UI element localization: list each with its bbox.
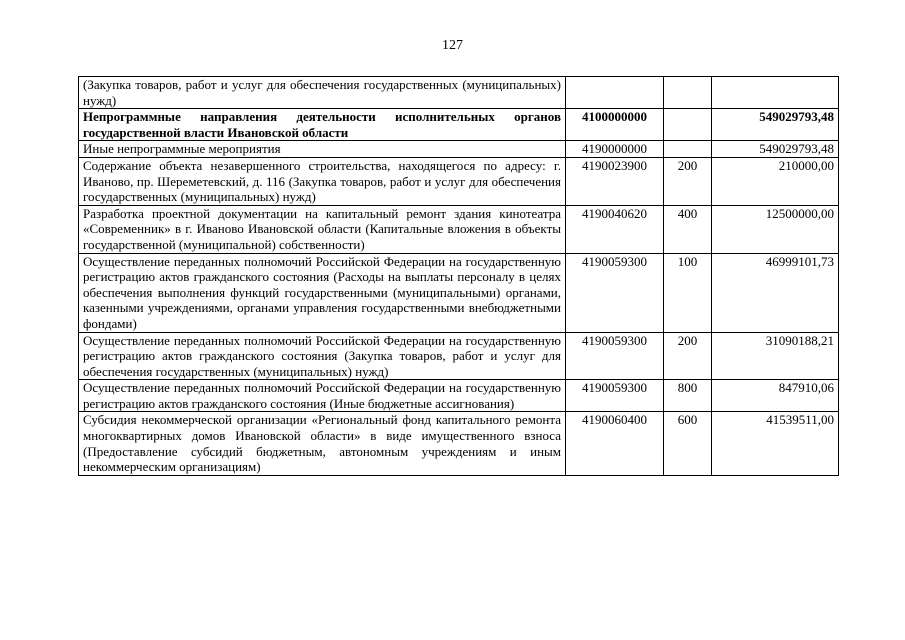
budget-table <box>78 76 839 476</box>
row-amount: 549029793,48 <box>712 141 839 158</box>
row-description: Разработка проектной документации на капитальный ремонт здания кинотеатра «Современник» в г. Иваново Ивановской области (Капитальные вложения в объекты государственной (муниципальной) собственности) <box>79 205 566 253</box>
row-amount: 549029793,48 <box>712 109 839 141</box>
row-amount: 12500000,00 <box>712 205 839 253</box>
table-row <box>79 380 839 412</box>
row-expense-type: 200 <box>664 157 712 205</box>
row-description: Осуществление переданных полномочий Российской Федерации на государственную регистрацию актов гражданского состояния (Закупка товаров, работ и услуг для обеспечения государственных (муниципальных) нужд) <box>79 332 566 380</box>
table-row <box>79 77 839 109</box>
row-expense-type <box>664 77 712 109</box>
table-row <box>79 412 839 475</box>
row-amount: 31090188,21 <box>712 332 839 380</box>
row-description: Непрограммные направления деятельности исполнительных органов государственной власти Ивановской области <box>79 109 566 141</box>
row-code: 4190059300 <box>566 253 664 332</box>
table-row <box>79 253 839 332</box>
table-row <box>79 157 839 205</box>
row-description: Осуществление переданных полномочий Российской Федерации на государственную регистрацию актов гражданского состояния (Иные бюджетные ассигнования) <box>79 380 566 412</box>
row-amount <box>712 77 839 109</box>
row-expense-type: 800 <box>664 380 712 412</box>
row-code: 4100000000 <box>566 109 664 141</box>
row-code: 4190040620 <box>566 205 664 253</box>
row-code: 4190060400 <box>566 412 664 475</box>
page-number: 127 <box>442 38 463 53</box>
row-code: 4190023900 <box>566 157 664 205</box>
row-description: Иные непрограммные мероприятия <box>79 141 566 158</box>
row-code: 4190059300 <box>566 332 664 380</box>
table-row <box>79 205 839 253</box>
table-row <box>79 109 839 141</box>
row-expense-type: 100 <box>664 253 712 332</box>
row-expense-type: 600 <box>664 412 712 475</box>
row-amount: 210000,00 <box>712 157 839 205</box>
row-expense-type: 200 <box>664 332 712 380</box>
row-description: (Закупка товаров, работ и услуг для обеспечения государственных (муниципальных) нужд) <box>79 77 566 109</box>
row-code: 4190000000 <box>566 141 664 158</box>
budget-table-body <box>79 77 839 476</box>
row-code <box>566 77 664 109</box>
row-expense-type <box>664 141 712 158</box>
row-description: Осуществление переданных полномочий Российской Федерации на государственную регистрацию актов гражданского состояния (Расходы на выплаты персоналу в целях обеспечения выполнения функций государственными (муниципальными) органами, казенными учреждениями, органами управления государственными внебюджетными фондами) <box>79 253 566 332</box>
row-code: 4190059300 <box>566 380 664 412</box>
row-description: Содержание объекта незавершенного строительства, находящегося по адресу: г. Иваново, пр. Шереметевский, д. 116 (Закупка товаров, работ и услуг для обеспечения государственных (муниципальных) нужд) <box>79 157 566 205</box>
row-expense-type: 400 <box>664 205 712 253</box>
row-expense-type <box>664 109 712 141</box>
table-row <box>79 332 839 380</box>
row-amount: 46999101,73 <box>712 253 839 332</box>
row-amount: 41539511,00 <box>712 412 839 475</box>
row-amount: 847910,06 <box>712 380 839 412</box>
row-description: Субсидия некоммерческой организации «Региональный фонд капитального ремонта многоквартирных домов Ивановской области» в виде имущественного взноса (Предоставление субсидий бюджетным, автономным учреждениям и иным некоммерческим организациям) <box>79 412 566 475</box>
table-row <box>79 141 839 158</box>
